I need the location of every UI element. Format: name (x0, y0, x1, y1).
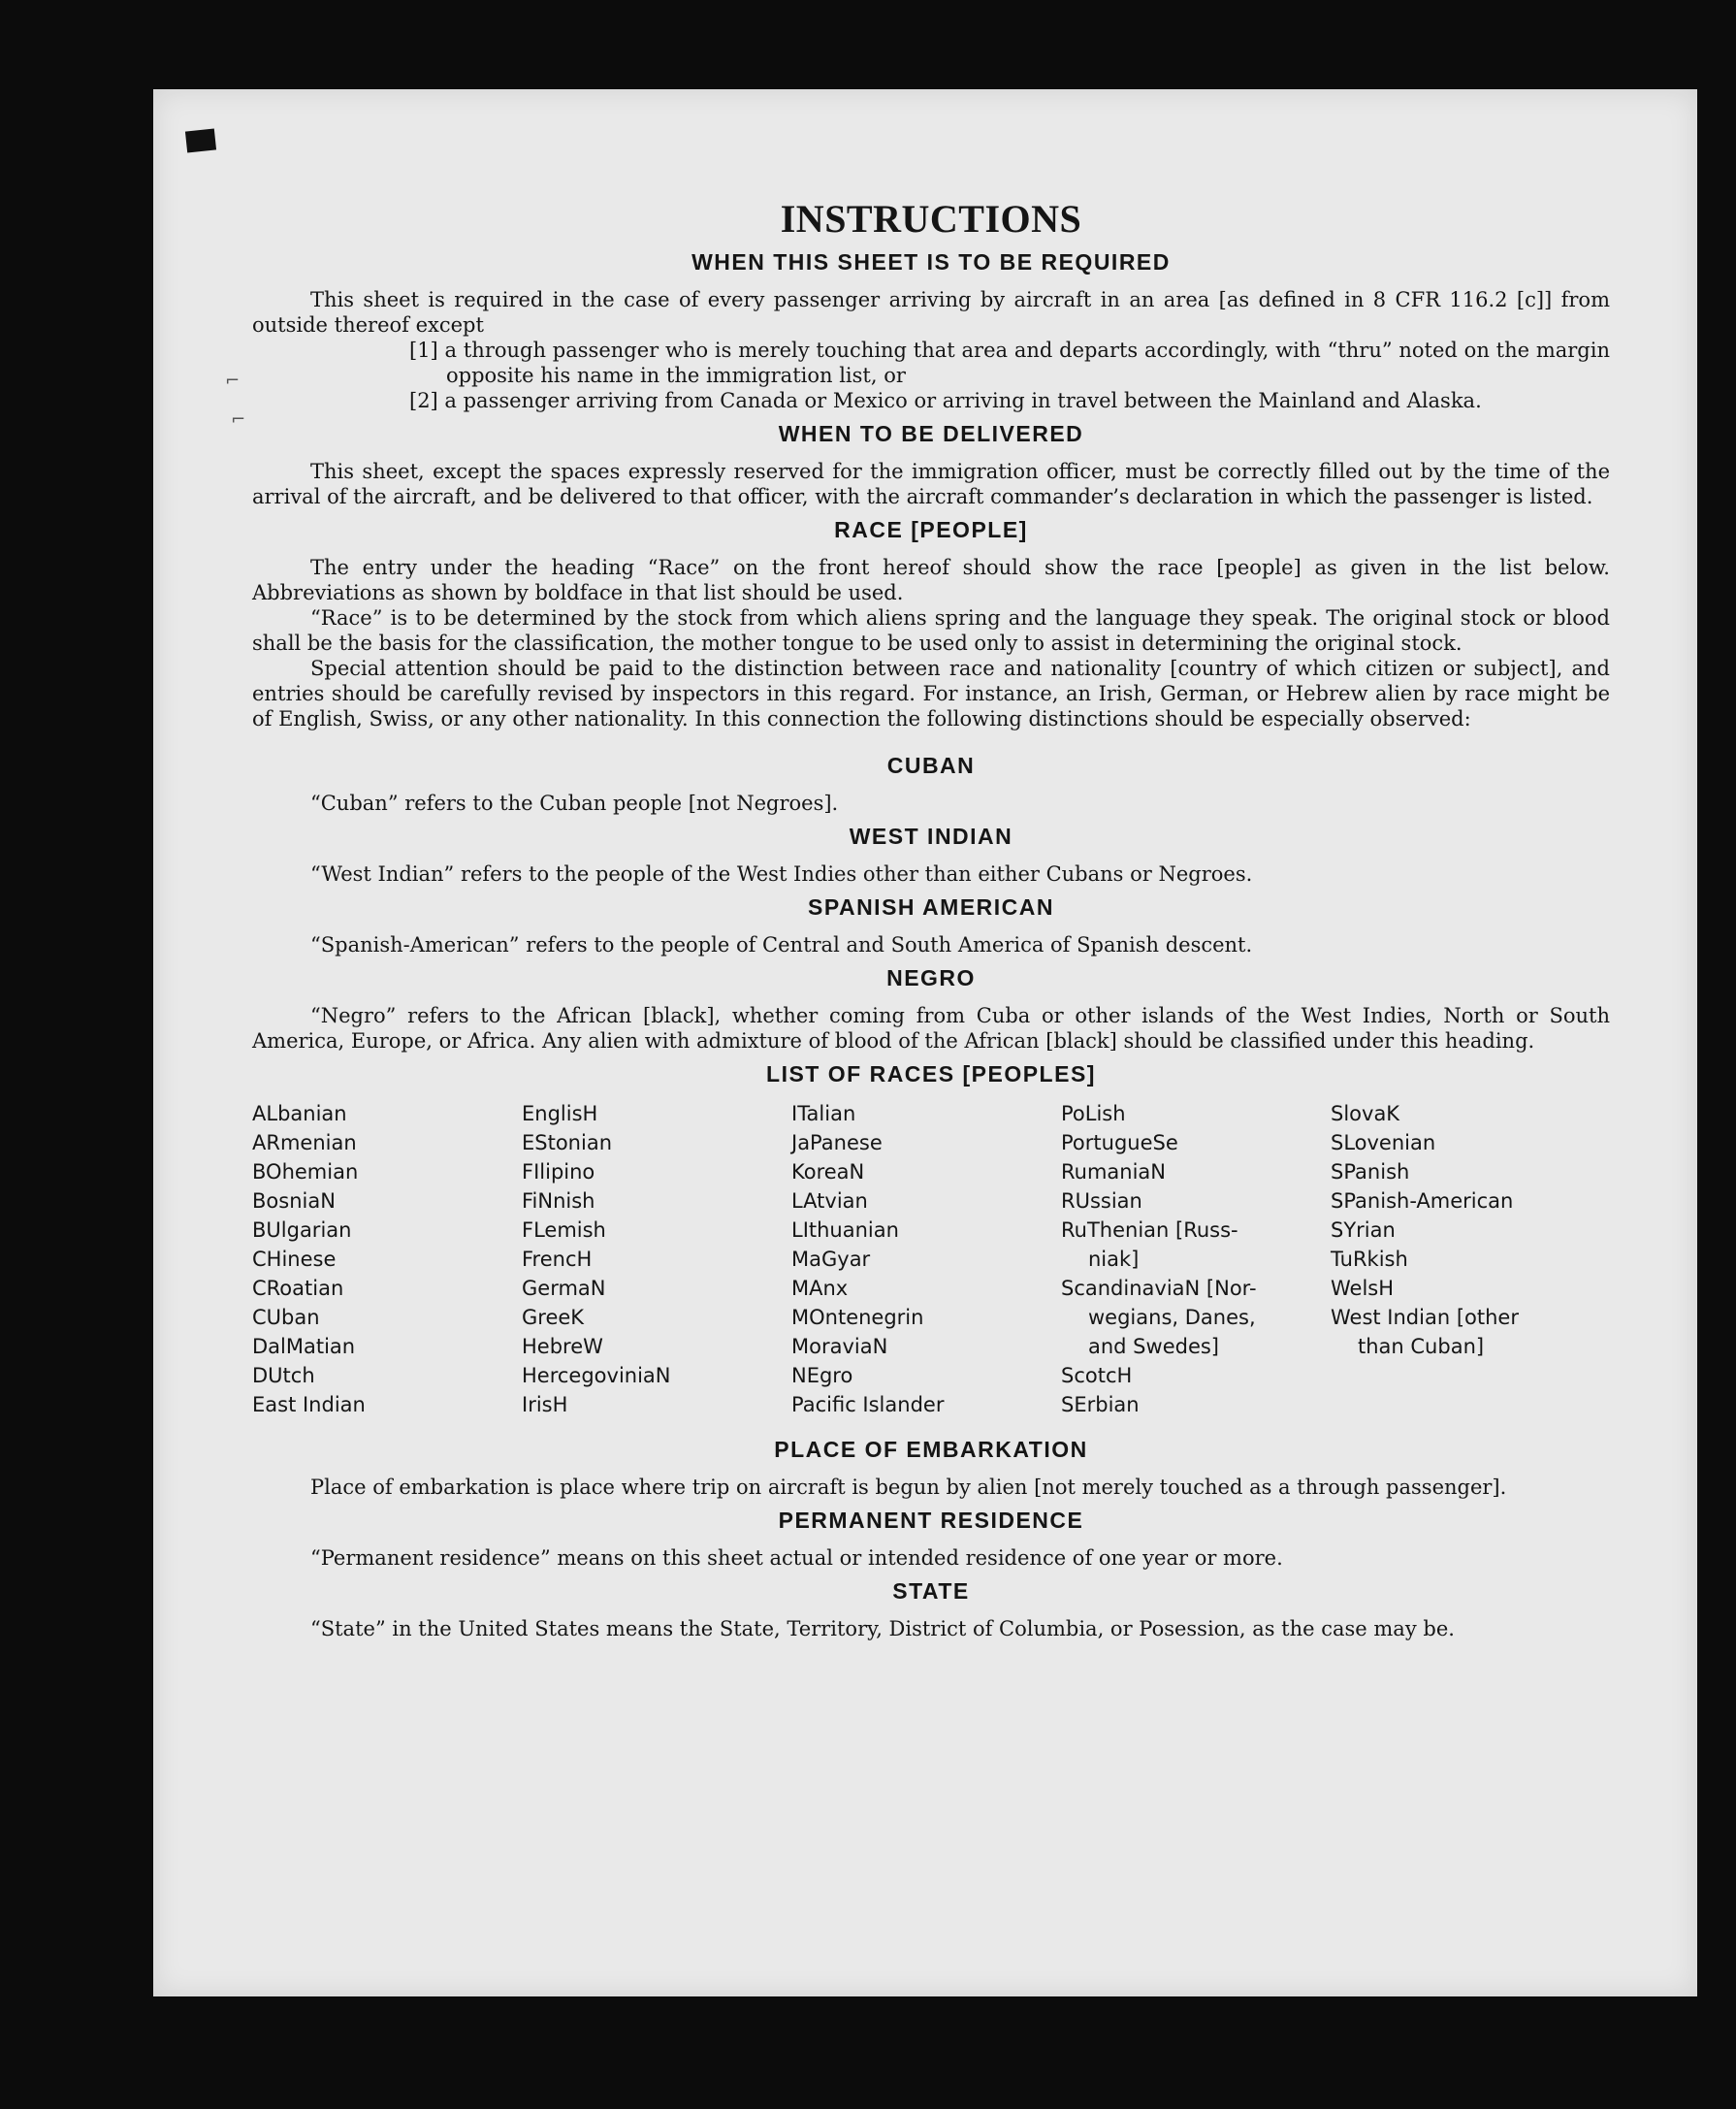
race-entry: SPanish-American (1331, 1189, 1514, 1213)
race-entry: than Cuban] (1358, 1335, 1485, 1358)
heading-spanish-american: SPANISH AMERICAN (807, 894, 1054, 920)
race-entry: HercegovinіaN (522, 1364, 671, 1387)
spanish-american-text: “Spanish-American” refers to the people of Central and South America of Spanish descent. (310, 933, 1253, 957)
page-title: INSTRUCTIONS (780, 197, 1082, 241)
race-entry: niak] (1088, 1248, 1140, 1271)
race-entry: MAnx (791, 1277, 849, 1300)
race-entry: SlovaK (1331, 1102, 1400, 1125)
race-entry: FrencH (522, 1248, 593, 1271)
race-entry: MaGyar (791, 1248, 871, 1271)
exception-item-1: [1] a through passenger who is merely touching that area and departs accordingly, with “thru” noted on the margin opposite his name in the immigration list, or (409, 339, 1610, 387)
margin-mark: ⌐ (231, 409, 246, 430)
heading-embarkation: PLACE OF EMBARKATION (774, 1437, 1088, 1462)
instructions-sheet (252, 196, 1610, 1641)
race-entry: SYrian (1331, 1218, 1396, 1242)
corner-ink-mark (185, 128, 216, 152)
race-entry: ScotcH (1061, 1364, 1133, 1387)
race-entry: MoraviaN (791, 1335, 888, 1358)
races-column (1331, 1099, 1600, 1419)
race-entry: DUtch (252, 1364, 315, 1387)
when-delivered-text: This sheet, except the spaces expressly reserved for the immigration officer, must be correctly filled out by the time of the arrival of the aircraft, and be delivered to that officer, with the aircraft commander’s declaration in which the passenger is listed. (252, 460, 1610, 508)
race-entry: FLemish (522, 1218, 606, 1242)
when-required-intro: This sheet is required in the case of every passenger arriving by aircraft in an area [as defined in 8 CFR 116.2 [c]] from outside thereof except (252, 288, 1610, 337)
heading-when-required: WHEN THIS SHEET IS TO BE REQUIRED (691, 249, 1171, 275)
document-page (153, 89, 1697, 1996)
embarkation-text: Place of embarkation is place where trip on aircraft is begun by alien [not merely touched as a through passenger]. (310, 1476, 1507, 1499)
residence-text: “Permanent residence” means on this sheet actual or intended residence of one year or more. (310, 1546, 1283, 1570)
race-entry: TuRkish (1331, 1248, 1408, 1271)
races-column (1061, 1099, 1331, 1419)
heading-permanent-residence: PERMANENT RESIDENCE (778, 1508, 1084, 1533)
race-paragraph: The entry under the heading “Race” on the front hereof should show the race [people] as given in the list below. Abbreviations as shown by boldface in that list should be used. (252, 556, 1610, 604)
race-entry: West Indian [other (1331, 1306, 1519, 1329)
margin-mark: ⌐ (225, 371, 241, 391)
races-column (791, 1099, 1061, 1419)
race-entry: SErbian (1061, 1393, 1140, 1416)
race-entry: EnglisH (522, 1102, 598, 1125)
races-list (252, 1099, 1610, 1419)
races-column (252, 1099, 522, 1419)
race-entry: CRoatian (252, 1277, 344, 1300)
race-entry: and Swedes] (1088, 1335, 1219, 1358)
race-entry: BUlgarian (252, 1218, 352, 1242)
race-entry: LIthuanian (791, 1218, 899, 1242)
heading-negro: NEGRO (886, 965, 976, 990)
race-entry: NEgro (791, 1364, 853, 1387)
race-entry: LAtvian (791, 1189, 868, 1213)
race-entry: ARmenian (252, 1131, 357, 1154)
race-entry: HebreW (522, 1335, 603, 1358)
heading-list-of-races: LIST OF RACES [PEOPLES] (766, 1061, 1096, 1087)
west-indian-text: “West Indian” refers to the people of the West Indies other than either Cubans or Negroes. (310, 862, 1253, 886)
negro-text: “Negro” refers to the African [black], whether coming from Cuba or other islands of the West Indies, North or South America, Europe, or Africa. Any alien with admixture of blood of the African [black] should be classified under this heading. (252, 1004, 1610, 1053)
race-entry: PoLish (1061, 1102, 1126, 1125)
race-entry: FIlipino (522, 1160, 595, 1184)
race-entry: EStonian (522, 1131, 613, 1154)
race-entry: ALbanian (252, 1102, 347, 1125)
race-entry: MOntenegrin (791, 1306, 924, 1329)
race-entry: JaPanese (791, 1131, 883, 1154)
races-column (522, 1099, 791, 1419)
exception-item-2: [2] a passenger arriving from Canada or Mexico or arriving in travel between the Mainland and Alaska. (409, 389, 1482, 412)
race-entry: GermaN (522, 1277, 606, 1300)
race-entry: PortugueSe (1061, 1131, 1178, 1154)
race-entry: RumaniaN (1061, 1160, 1167, 1184)
race-entry: East Indian (252, 1393, 366, 1416)
race-entry: FiNnish (522, 1189, 595, 1213)
race-entry: wegians, Danes, (1088, 1306, 1256, 1329)
race-entry: GreeK (522, 1306, 585, 1329)
race-entry: BosniaN (252, 1189, 336, 1213)
race-entry: SPanish (1331, 1160, 1410, 1184)
race-entry: CHinese (252, 1248, 337, 1271)
cuban-text: “Cuban” refers to the Cuban people [not Negroes]. (310, 792, 839, 815)
race-entry: KoreaN (791, 1160, 865, 1184)
race-entry: BOhemian (252, 1160, 359, 1184)
race-entry: ScandinaviaN [Nor- (1061, 1277, 1257, 1300)
race-entry: Pacific Islander (791, 1393, 945, 1416)
race-entry: RUssian (1061, 1189, 1142, 1213)
race-entry: CUban (252, 1306, 320, 1329)
race-entry: ITalian (791, 1102, 856, 1125)
race-entry: RuThenian [Russ- (1061, 1218, 1238, 1242)
race-paragraph: “Race” is to be determined by the stock from which aliens spring and the language they speak. The original stock or blood shall be the basis for the classification, the mother tongue to be used only to assist in determining the original stock. (252, 606, 1610, 655)
heading-state: STATE (892, 1578, 970, 1604)
state-text: “State” in the United States means the State, Territory, District of Columbia, or Posession, as the case may be. (310, 1617, 1455, 1640)
heading-west-indian: WEST INDIAN (849, 824, 1013, 849)
race-entry: DalMatian (252, 1335, 356, 1358)
race-entry: WelsH (1331, 1277, 1395, 1300)
heading-race: RACE [PEOPLE] (834, 517, 1028, 542)
heading-cuban: CUBAN (886, 753, 976, 778)
race-entry: SLovenian (1331, 1131, 1436, 1154)
race-paragraph: Special attention should be paid to the distinction between race and nationality [country of which citizen or subject], and entries should be carefully revised by inspectors in this regard. For instance, an Irish, German, or Hebrew alien by race might be of English, Swiss, or any other nationality. In this connection the following distinctions should be especially observed: (252, 657, 1610, 730)
race-entry: IrisH (522, 1393, 568, 1416)
heading-when-delivered: WHEN TO BE DELIVERED (778, 421, 1084, 446)
